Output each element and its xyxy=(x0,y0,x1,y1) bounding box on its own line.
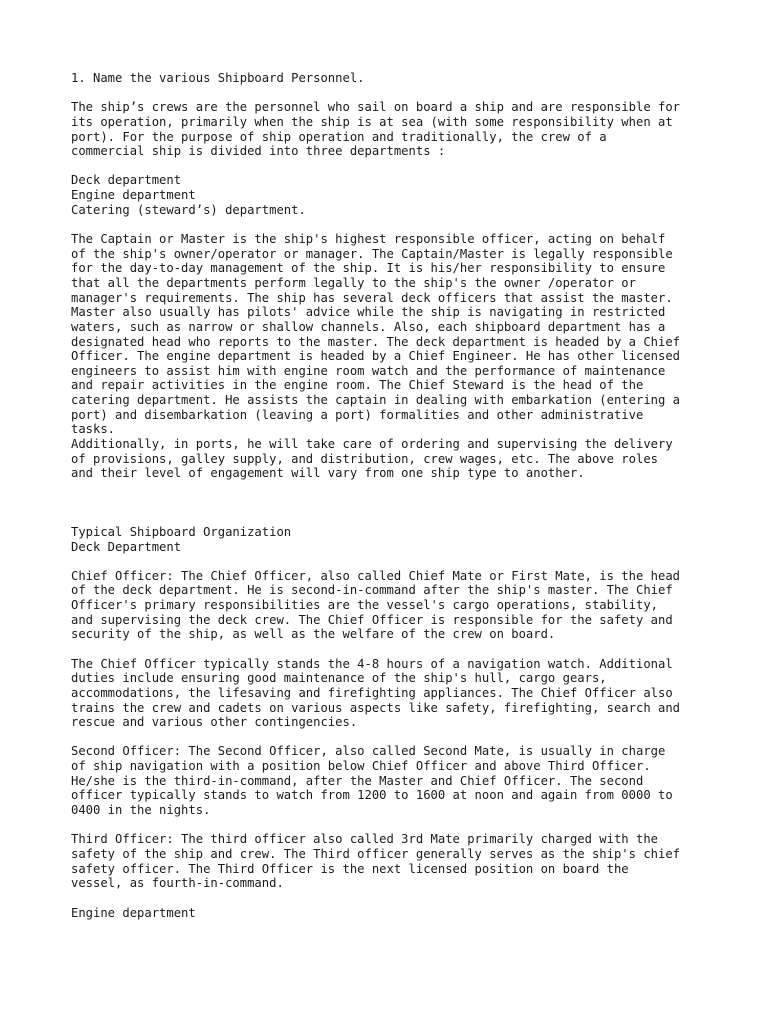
text-line: rescue and various other contingencies. xyxy=(71,715,358,730)
text-line: and repair activities in the engine room. The Chief Steward is the head of the xyxy=(71,378,644,393)
chief-officer-paragraph xyxy=(71,569,711,642)
text-line: Additionally, in ports, he will take care of ordering and supervising the delivery xyxy=(71,437,673,452)
list-item: Deck department xyxy=(71,173,182,188)
text-line: of ship navigation with a position below Chief Officer and above Third Officer. xyxy=(71,759,651,774)
text-line: safety officer. The Third Officer is the next licensed position on board the xyxy=(71,861,629,876)
organization-heading xyxy=(71,525,711,554)
text-line: engineers to assist him with engine room watch and the performance of maintenance xyxy=(71,363,666,378)
question-heading xyxy=(71,71,711,86)
text-line: The Chief Officer typically stands the 4-8 hours of a navigation watch. Additional xyxy=(71,656,673,671)
text-line: for the day-to-day management of the ship. It is his/her responsibility to ensure xyxy=(71,261,666,276)
list-item: Catering (steward’s) department. xyxy=(71,202,306,217)
text-line: accommodations, the lifesaving and firefighting appliances. The Chief Officer also xyxy=(71,685,673,700)
text-line: manager's requirements. The ship has several deck officers that assist the master. xyxy=(71,290,673,305)
chief-officer-duties-paragraph xyxy=(71,657,711,730)
text-line: tasks. xyxy=(71,422,116,437)
text-line: waters, such as narrow or shallow channels. Also, each shipboard department has a xyxy=(71,319,666,334)
section-spacer xyxy=(71,496,711,525)
text-line: port) and disembarkation (leaving a port) formalities and other administrative xyxy=(71,407,644,422)
text-line: Master also usually has pilots' advice while the ship is navigating in restricted xyxy=(71,305,666,320)
text-line: 1. Name the various Shipboard Personnel. xyxy=(71,71,365,85)
engine-department-heading xyxy=(71,906,711,921)
text-line: trains the crew and cadets on various aspects like safety, firefighting, search and xyxy=(71,700,681,715)
second-officer-paragraph xyxy=(71,744,711,817)
text-line: He/she is the third-in-command, after the Master and Chief Officer. The second xyxy=(71,773,644,788)
text-line: Chief Officer: The Chief Officer, also called Chief Mate or First Mate, is the head xyxy=(71,568,681,583)
text-line: Officer. The engine department is headed by a Chief Engineer. He has other licensed xyxy=(71,349,681,364)
text-line: Third Officer: The third officer also called 3rd Mate primarily charged with the xyxy=(71,832,658,847)
third-officer-paragraph xyxy=(71,832,711,891)
text-line: officer typically stands to watch from 1200 to 1600 at noon and again from 0000 to xyxy=(71,788,673,803)
text-line: duties include ensuring good maintenance of the ship's hull, cargo gears, xyxy=(71,671,607,686)
text-line: and supervising the deck crew. The Chief Officer is responsible for the safety and xyxy=(71,612,673,627)
text-line: 0400 in the nights. xyxy=(71,803,211,818)
text-line: The Captain or Master is the ship's highest responsible officer, acting on behalf xyxy=(71,232,666,247)
text-line: its operation, primarily when the ship is at sea (with some responsibility when at xyxy=(71,114,673,129)
text-line: Second Officer: The Second Officer, also called Second Mate, is usually in charge xyxy=(71,744,666,759)
text-line: designated head who reports to the master. The deck department is headed by a Chief xyxy=(71,334,681,349)
text-line: commercial ship is divided into three departments : xyxy=(71,144,446,159)
text-line: security of the ship, as well as the welfare of the crew on board. xyxy=(71,627,556,642)
text-line: that all the departments perform legally to the ship's the owner /operator or xyxy=(71,275,636,290)
text-line: safety of the ship and crew. The Third officer generally serves as the ship's chief xyxy=(71,846,681,861)
departments-list xyxy=(71,173,711,217)
text-line: of the deck department. He is second-in-command after the ship's master. The Chief xyxy=(71,583,673,598)
text-line: of the ship's owner/operator or manager. The Captain/Master is legally responsible xyxy=(71,246,673,261)
text-line: vessel, as fourth-in-command. xyxy=(71,876,284,891)
list-item: Engine department xyxy=(71,188,196,203)
text-line: and their level of engagement will vary from one ship type to another. xyxy=(71,466,585,481)
section-title: Typical Shipboard Organization xyxy=(71,524,292,539)
text-line: catering department. He assists the captain in dealing with embarkation (entering a xyxy=(71,393,681,408)
text-line: Officer's primary responsibilities are the vessel's cargo operations, stability, xyxy=(71,598,658,613)
text-line: port). For the purpose of ship operation and traditionally, the crew of a xyxy=(71,129,607,144)
text-line: of provisions, galley supply, and distribution, crew wages, etc. The above roles xyxy=(71,451,658,466)
captain-paragraph xyxy=(71,232,711,481)
intro-paragraph xyxy=(71,100,711,159)
subsection-title: Deck Department xyxy=(71,539,182,554)
document-page xyxy=(71,71,711,935)
text-line: The ship’s crews are the personnel who sail on board a ship and are responsible for xyxy=(71,100,681,115)
subsection-title: Engine department xyxy=(71,905,196,920)
